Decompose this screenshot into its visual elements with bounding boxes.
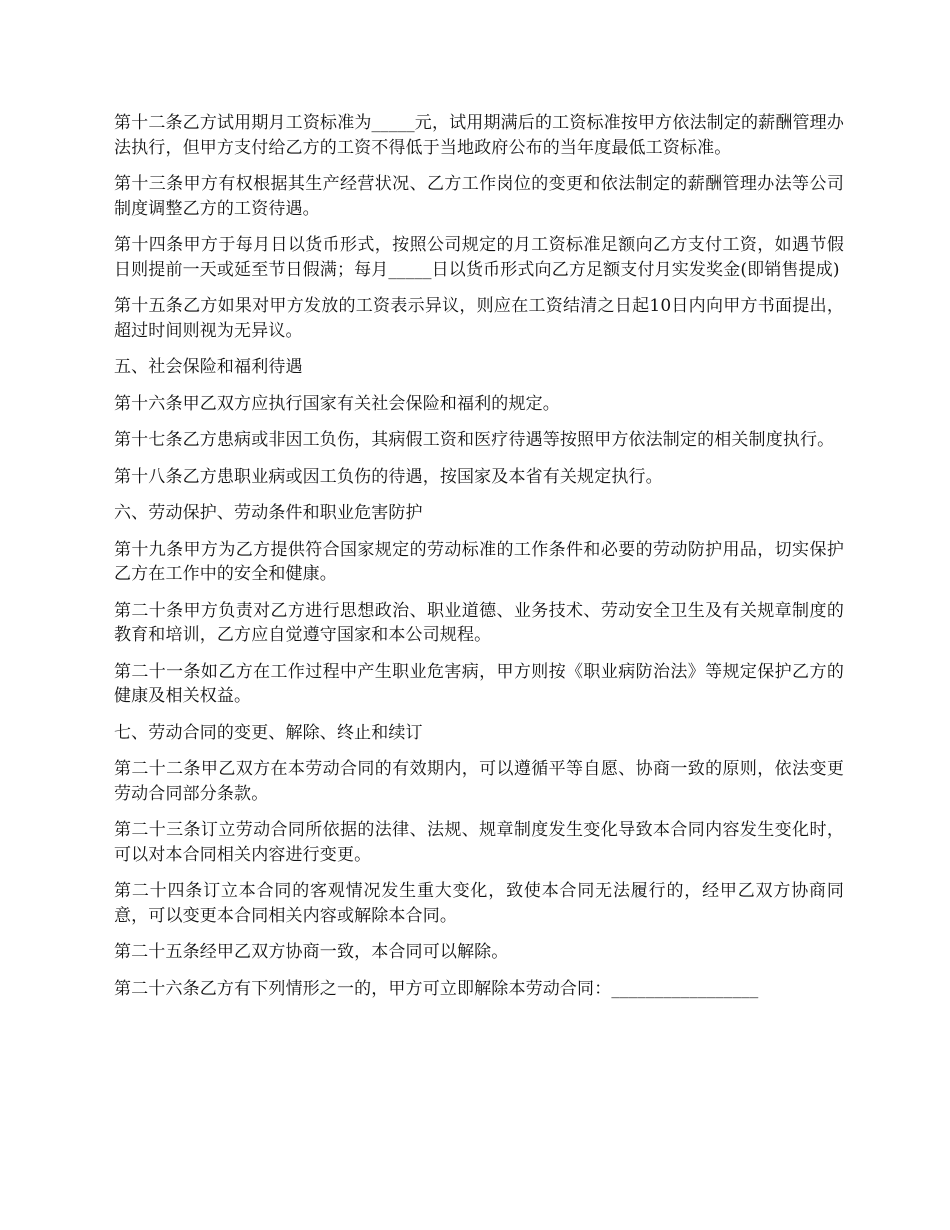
clause-17: 第十七条乙方患病或非因工负伤，其病假工资和医疗待遇等按照甲方依法制定的相关制度执行。 bbox=[114, 430, 835, 450]
section-heading-5: 五、社会保险和福利待遇 bbox=[114, 357, 303, 377]
section-heading-6: 六、劳动保护、劳动条件和职业危害防护 bbox=[114, 503, 423, 523]
clause-18: 第十八条乙方患职业病或因工负伤的待遇，按国家及本省有关规定执行。 bbox=[114, 466, 663, 487]
clause-22: 第二十二条甲乙双方在本劳动合同的有效期内，可以遵循平等自愿、协商一致的原则，依法变更劳动合同部分条款。 bbox=[114, 759, 844, 804]
clause-12: 第十二条乙方试用期月工资标准为_____元，试用期满后的工资标准按甲方依法制定的薪酬管理办法执行，但甲方支付给乙方的工资不得低于当地政府公布的当年度最低工资标准。 bbox=[114, 113, 844, 158]
clause-21: 第二十一条如乙方在工作过程中产生职业危害病，甲方则按《职业病防治法》等规定保护乙方的健康及相关权益。 bbox=[114, 661, 844, 706]
clause-13: 第十三条甲方有权根据其生产经营状况、乙方工作岗位的变更和依法制定的薪酬管理办法等公司制度调整乙方的工资待遇。 bbox=[114, 174, 844, 219]
clause-19: 第十九条甲方为乙方提供符合国家规定的劳动标准的工作条件和必要的劳动防护用品，切实保护乙方在工作中的安全和健康。 bbox=[114, 539, 844, 584]
clause-16: 第十六条甲乙双方应执行国家有关社会保险和福利的规定。 bbox=[114, 393, 560, 414]
document-body bbox=[114, 111, 844, 1013]
clause-24: 第二十四条订立本合同的客观情况发生重大变化，致使本合同无法履行的，经甲乙双方协商同意，可以变更本合同相关内容或解除本合同。 bbox=[114, 881, 844, 926]
clause-26: 第二十六条乙方有下列情形之一的，甲方可立即解除本劳动合同：_________________ bbox=[114, 978, 759, 999]
clause-23: 第二十三条订立劳动合同所依据的法律、法规、规章制度发生变化导致本合同内容发生变化时，可以对本合同相关内容进行变更。 bbox=[114, 820, 844, 865]
clause-25: 第二十五条经甲乙双方协商一致，本合同可以解除。 bbox=[114, 942, 509, 962]
clause-14: 第十四条甲方于每月日以货币形式，按照公司规定的月工资标准足额向乙方支付工资，如遇节假日则提前一天或延至节日假满；每月_____日以货币形式向乙方足额支付月实发奖金(即销售提成) bbox=[114, 235, 844, 280]
clause-20: 第二十条甲方负责对乙方进行思想政治、职业道德、业务技术、劳动安全卫生及有关规章制度的教育和培训，乙方应自觉遵守国家和本公司规程。 bbox=[114, 600, 844, 645]
section-heading-7: 七、劳动合同的变更、解除、终止和续订 bbox=[114, 722, 423, 743]
clause-15: 第十五条乙方如果对甲方发放的工资表示异议，则应在工资结清之日起10日内向甲方书面提出，超过时间则视为无异议。 bbox=[114, 296, 844, 341]
